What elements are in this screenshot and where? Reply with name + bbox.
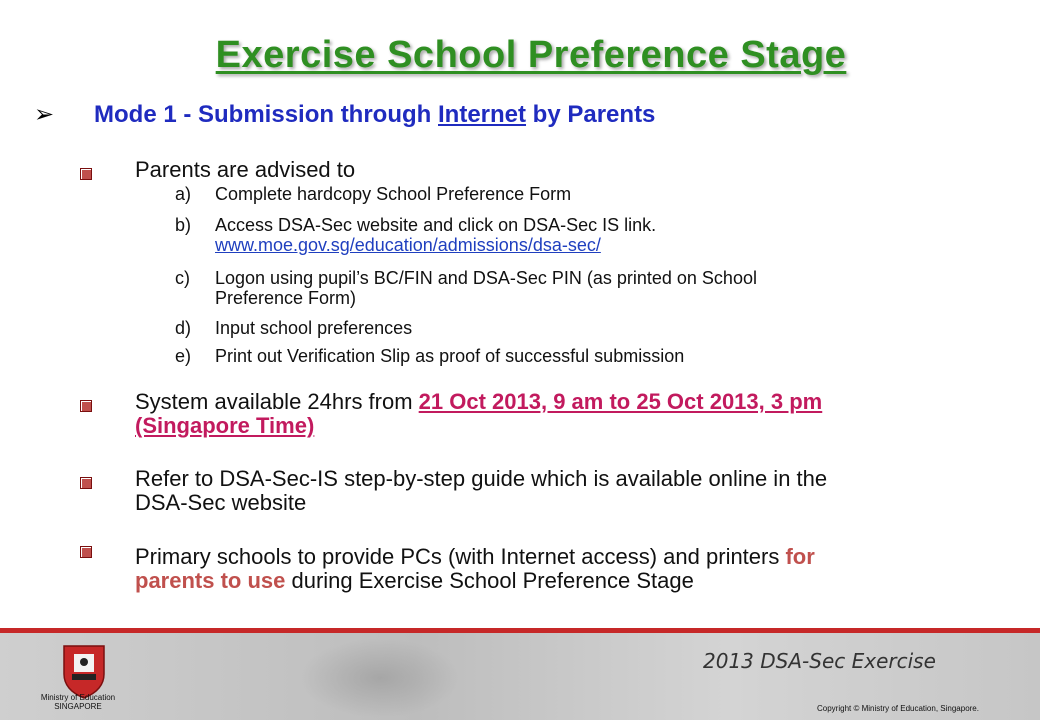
schools-parents-to-use: parents to use	[135, 568, 286, 593]
item-text: Print out Verification Slip as proof of successful submission	[215, 346, 685, 366]
item-label: c)	[175, 268, 190, 288]
mode-suffix: by Parents	[526, 101, 656, 128]
square-bullet-icon	[80, 400, 92, 412]
bullet-system-available	[135, 390, 822, 438]
bullet-refer-guide	[135, 467, 827, 515]
bullet-parents-advised: Parents are advised to	[135, 157, 356, 182]
dsa-sec-link[interactable]: www.moe.gov.sg/education/admissions/dsa-sec/	[215, 235, 601, 255]
item-text: Access DSA-Sec website and click on DSA-Sec IS link.	[215, 215, 657, 235]
item-label: d)	[175, 318, 192, 338]
item-text: Input school preferences	[215, 318, 413, 338]
square-bullet-icon	[80, 477, 92, 489]
schools-prefix: Primary schools to provide PCs (with Internet access) and printers	[135, 544, 786, 569]
mode-heading	[34, 100, 655, 129]
item-label: a)	[175, 184, 192, 204]
system-date-range: 21 Oct 2013, 9 am to 25 Oct 2013, 3 pm	[418, 389, 823, 414]
square-bullet-icon	[80, 168, 92, 180]
mode-prefix: Mode 1 - Submission through	[94, 101, 438, 128]
system-prefix: System available 24hrs from	[135, 389, 419, 414]
moe-logo-text: Ministry of Education SINGAPORE	[40, 693, 116, 711]
square-bullet-icon	[80, 546, 92, 558]
mode-internet-word: Internet	[438, 101, 527, 128]
slide-title: Exercise School Preference Stage	[215, 34, 847, 76]
refer-line-2: DSA-Sec website	[135, 490, 307, 515]
schools-for: for	[785, 544, 815, 569]
item-text: Complete hardcopy School Preference Form	[215, 184, 572, 204]
item-text: Logon using pupil’s BC/FIN and DSA-Sec PIN (as printed on School	[215, 268, 757, 288]
item-text-continued: Preference Form)	[215, 288, 357, 308]
bullet-primary-schools	[135, 545, 1015, 593]
system-timezone: (Singapore Time)	[135, 413, 315, 438]
item-label: b)	[175, 215, 192, 235]
refer-line-1: Refer to DSA-Sec-IS step-by-step guide which is available online in the	[135, 466, 828, 491]
schools-suffix: during Exercise School Preference Stage	[285, 568, 694, 593]
footer-title: 2013 DSA-Sec Exercise	[703, 649, 936, 673]
copyright-text: Copyright © Ministry of Education, Singapore.	[817, 704, 979, 713]
arrow-bullet-icon: ➢	[34, 101, 55, 128]
item-label: e)	[175, 346, 192, 366]
